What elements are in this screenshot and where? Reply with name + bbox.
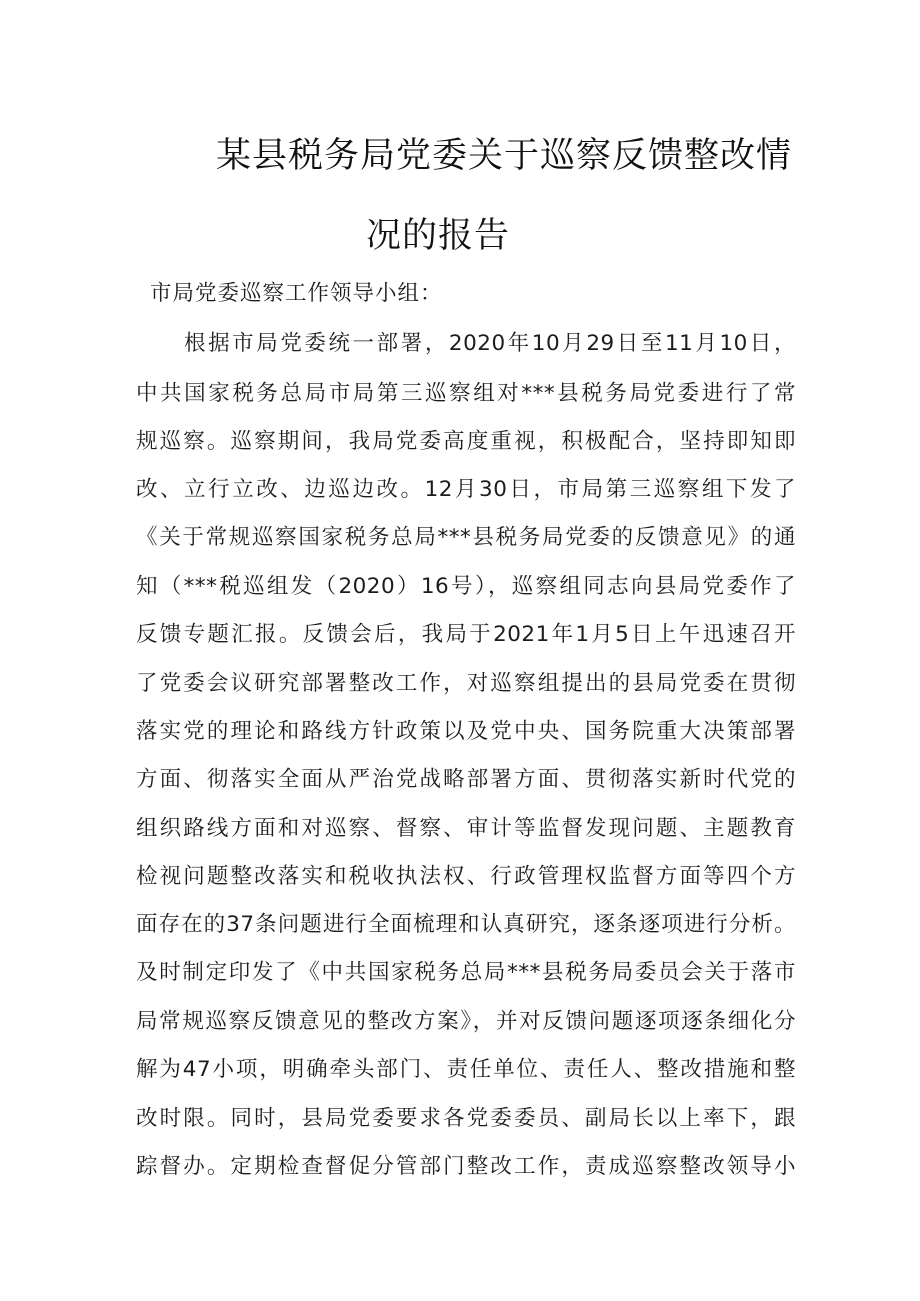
body-line: 局常规巡察反馈意见的整改方案》，并对反馈问题逐项逐条细化分 — [136, 1009, 796, 1034]
body-line: 及时制定印发了《中共国家税务总局***县税务局委员会关于落市 — [136, 960, 796, 985]
body-line: 规巡察。巡察期间，我局党委高度重视，积极配合，坚持即知即 — [136, 429, 796, 454]
body-line: 知（***税巡组发（2020）16号），巡察组同志向县局党委作了 — [136, 574, 796, 599]
body-line: 反馈专题汇报。反馈会后，我局于2021年1月5日上午迅速召开 — [136, 622, 796, 647]
body-line: 方面、彻落实全面从严治党战略部署方面、贯彻落实新时代党的 — [136, 767, 796, 792]
body-line: 改、立行立改、边巡边改。12月30日，市局第三巡察组下发了 — [136, 477, 796, 502]
body-line: 落实党的理论和路线方针政策以及党中央、国务院重大决策部署 — [136, 719, 796, 744]
document-title-line-2: 况的报告 — [366, 216, 511, 256]
body-line: 《关于常规巡察国家税务总局***县税务局党委的反馈意见》的通 — [136, 525, 796, 550]
body-line: 中共国家税务总局市局第三巡察组对***县税务局党委进行了常 — [136, 381, 796, 406]
body-line: 组织路线方面和对巡察、督察、审计等监督发现问题、主题教育 — [136, 816, 796, 841]
body-line: 根据市局党委统一部署，2020年10月29日至11月10日， — [184, 331, 796, 356]
body-line: 踪督办。定期检查督促分管部门整改工作，责成巡察整改领导小 — [136, 1154, 796, 1179]
body-line: 面存在的37条问题进行全面梳理和认真研究，逐条逐项进行分析。 — [136, 912, 796, 937]
body-line: 检视问题整改落实和税收执法权、行政管理权监督方面等四个方 — [136, 864, 796, 889]
body-line: 解为47小项，明确牵头部门、责任单位、责任人、整改措施和整 — [136, 1057, 796, 1082]
salutation: 市局党委巡察工作领导小组： — [150, 281, 443, 306]
body-line: 改时限。同时，县局党委要求各党委委员、副局长以上率下，跟 — [136, 1106, 796, 1131]
body-line: 了党委会议研究部署整改工作，对巡察组提出的县局党委在贯彻 — [136, 671, 796, 696]
document-title-line-1: 某县税务局党委关于巡察反馈整改情 — [216, 136, 793, 176]
